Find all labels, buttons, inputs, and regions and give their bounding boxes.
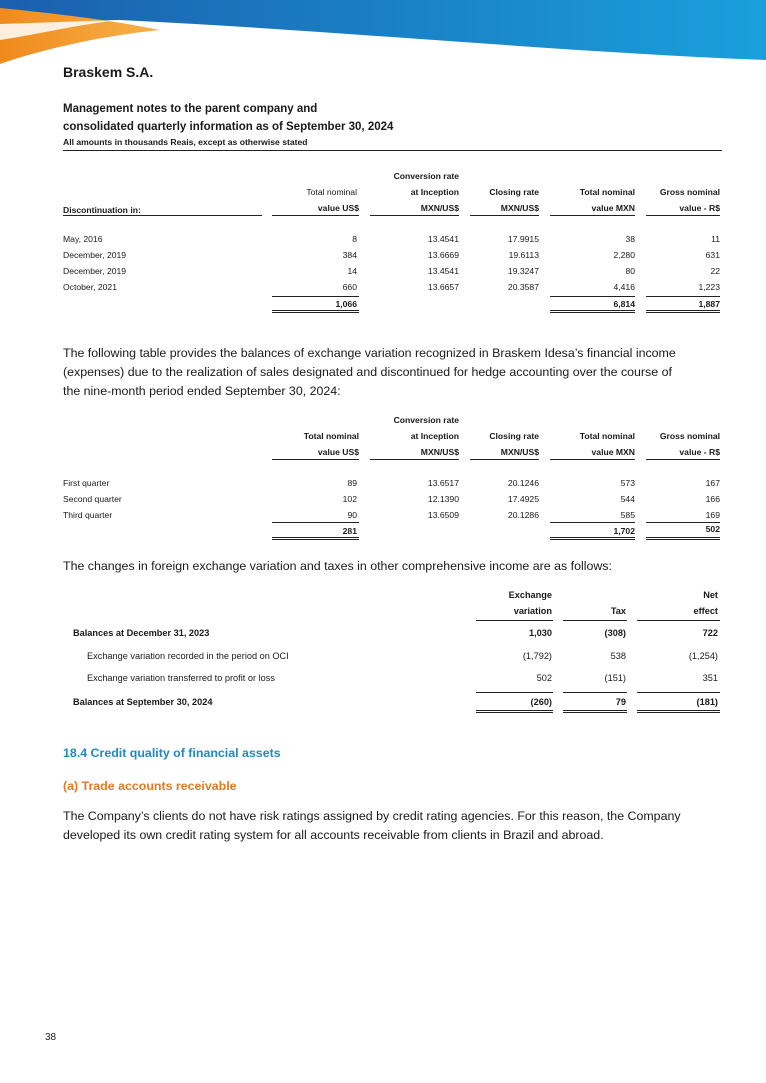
table-cell: 573 — [620, 478, 635, 488]
table-cell: 22 — [710, 266, 720, 276]
col-header: MXN/US$ — [420, 447, 459, 457]
table-cell: (1,254) — [688, 651, 718, 661]
company-name: Braskem S.A. — [63, 64, 154, 80]
table-cell: 11 — [711, 234, 720, 244]
table-cell: 351 — [702, 673, 718, 683]
table-cell: 90 — [347, 510, 357, 520]
col-header: at Inception — [410, 431, 459, 441]
table-cell: 79 — [615, 697, 626, 707]
table-cell: 585 — [620, 510, 635, 520]
table-cell: 80 — [625, 266, 635, 276]
section-heading: 18.4 Credit quality of financial assets — [63, 746, 281, 760]
col-header: value MXN — [591, 203, 635, 213]
col-header: value - R$ — [679, 447, 720, 457]
report-title-line1: Management notes to the parent company and — [63, 103, 318, 115]
col-header: value US$ — [317, 203, 359, 213]
table-row-label: December, 2019 — [63, 250, 127, 260]
col-header: Closing rate — [489, 431, 539, 441]
col-header: value US$ — [317, 447, 359, 457]
col-header: MXN/US$ — [420, 203, 459, 213]
table-total: 281 — [342, 526, 357, 536]
table-cell: 1,030 — [529, 628, 552, 638]
col-header: at Inception — [410, 187, 459, 197]
table-row-label: December, 2019 — [63, 266, 127, 276]
table-cell: 538 — [610, 651, 626, 661]
table-row-label: Third quarter — [63, 510, 113, 520]
table-cell: (181) — [696, 697, 718, 707]
table-total: 1,702 — [613, 526, 635, 536]
col-header: Net — [703, 590, 718, 600]
table-cell: 13.6669 — [427, 250, 459, 260]
col-header: Closing rate — [489, 187, 539, 197]
table-cell: 12.1390 — [427, 494, 459, 504]
paragraph-oci-changes: The changes in foreign exchange variation and taxes in other comprehensive income are as follows: — [63, 559, 612, 573]
table-cell: 631 — [705, 250, 720, 260]
table-cell: 38 — [625, 234, 635, 244]
table-cell: 89 — [347, 478, 357, 488]
table-total: 1,066 — [335, 299, 357, 309]
col-header: Total nominal — [306, 187, 357, 197]
col-header: MXN/US$ — [500, 203, 539, 213]
row-label-header: Discontinuation in: — [63, 205, 141, 215]
table-row-label: First quarter — [63, 478, 110, 488]
table-cell: (308) — [604, 628, 626, 638]
col-header: value MXN — [591, 447, 635, 457]
table-cell: 19.3247 — [507, 266, 539, 276]
table-row-label: Balances at September 30, 2024 — [73, 697, 213, 707]
table-cell: 1,223 — [698, 282, 720, 292]
col-header: MXN/US$ — [500, 447, 539, 457]
table-cell: 4,416 — [613, 282, 635, 292]
table-row-label: Exchange variation transferred to profit or loss — [87, 673, 275, 683]
table-cell: (260) — [530, 697, 552, 707]
table-cell: 13.4541 — [427, 234, 459, 244]
paragraph-exchange-variation: The following table provides the balances of exchange variation recognized in Braskem Idesa’s financial income (expenses) due to the realization of sales designated and discontinued for hedge accounting over the course of the nine-month period ended September 30, 2024: — [63, 346, 676, 398]
table-row-label: May, 2016 — [63, 234, 103, 244]
table-cell: 13.6657 — [427, 282, 459, 292]
table-total: 502 — [705, 524, 720, 534]
col-header: Gross nominal — [659, 187, 720, 197]
col-header: Gross nominal — [659, 431, 720, 441]
col-header: Exchange — [508, 590, 552, 600]
table-row-label: October, 2021 — [63, 282, 117, 292]
table-cell: 102 — [342, 494, 357, 504]
table-cell: 166 — [705, 494, 720, 504]
table-cell: 14 — [347, 266, 357, 276]
table-cell: 19.6113 — [508, 250, 539, 260]
table-total: 1,887 — [698, 299, 720, 309]
table-cell: 167 — [705, 478, 720, 488]
table-cell: 13.4541 — [427, 266, 459, 276]
table-cell: 722 — [702, 628, 718, 638]
table-cell: 20.3587 — [507, 282, 539, 292]
paragraph-credit-quality: The Company’s clients do not have risk ratings assigned by credit rating agencies. For this reason, the Company developed its own credit rating system for all accounts receivable from clients in Brazil and abroad. — [63, 809, 681, 842]
table-row-label: Exchange variation recorded in the period on OCI — [87, 651, 289, 661]
table-cell: (1,792) — [522, 651, 552, 661]
report-title-line2: consolidated quarterly information as of September 30, 2024 — [63, 121, 394, 133]
table-cell: 20.1286 — [507, 510, 539, 520]
report-note: All amounts in thousands Reais, except as otherwise stated — [63, 137, 308, 147]
table-cell: 17.4925 — [507, 494, 539, 504]
col-header: Total nominal — [579, 187, 635, 197]
table-cell: 17.9915 — [507, 234, 539, 244]
page-number: 38 — [45, 1032, 57, 1043]
table-cell: 13.6509 — [427, 510, 459, 520]
col-header: Total nominal — [579, 431, 635, 441]
table-row-label: Balances at December 31, 2023 — [73, 628, 210, 638]
col-header: Conversion rate — [393, 171, 459, 181]
col-header: variation — [513, 606, 552, 616]
table-cell: 660 — [342, 282, 357, 292]
table-cell: 8 — [352, 234, 357, 244]
table-total: 6,814 — [613, 299, 635, 309]
table-cell: 2,280 — [613, 250, 635, 260]
table-cell: 384 — [342, 250, 357, 260]
table-cell: (151) — [604, 673, 626, 683]
col-header: Conversion rate — [393, 415, 459, 425]
table-cell: 20.1246 — [507, 478, 539, 488]
col-header: effect — [693, 606, 718, 616]
table-row-label: Second quarter — [63, 494, 122, 504]
subsection-heading: (a) Trade accounts receivable — [63, 779, 237, 793]
col-header: Total nominal — [303, 431, 359, 441]
col-header: value - R$ — [679, 203, 720, 213]
table-cell: 169 — [705, 510, 720, 520]
col-header: Tax — [610, 606, 626, 616]
table-cell: 502 — [536, 673, 552, 683]
table-cell: 544 — [620, 494, 635, 504]
table-cell: 13.6517 — [427, 478, 459, 488]
